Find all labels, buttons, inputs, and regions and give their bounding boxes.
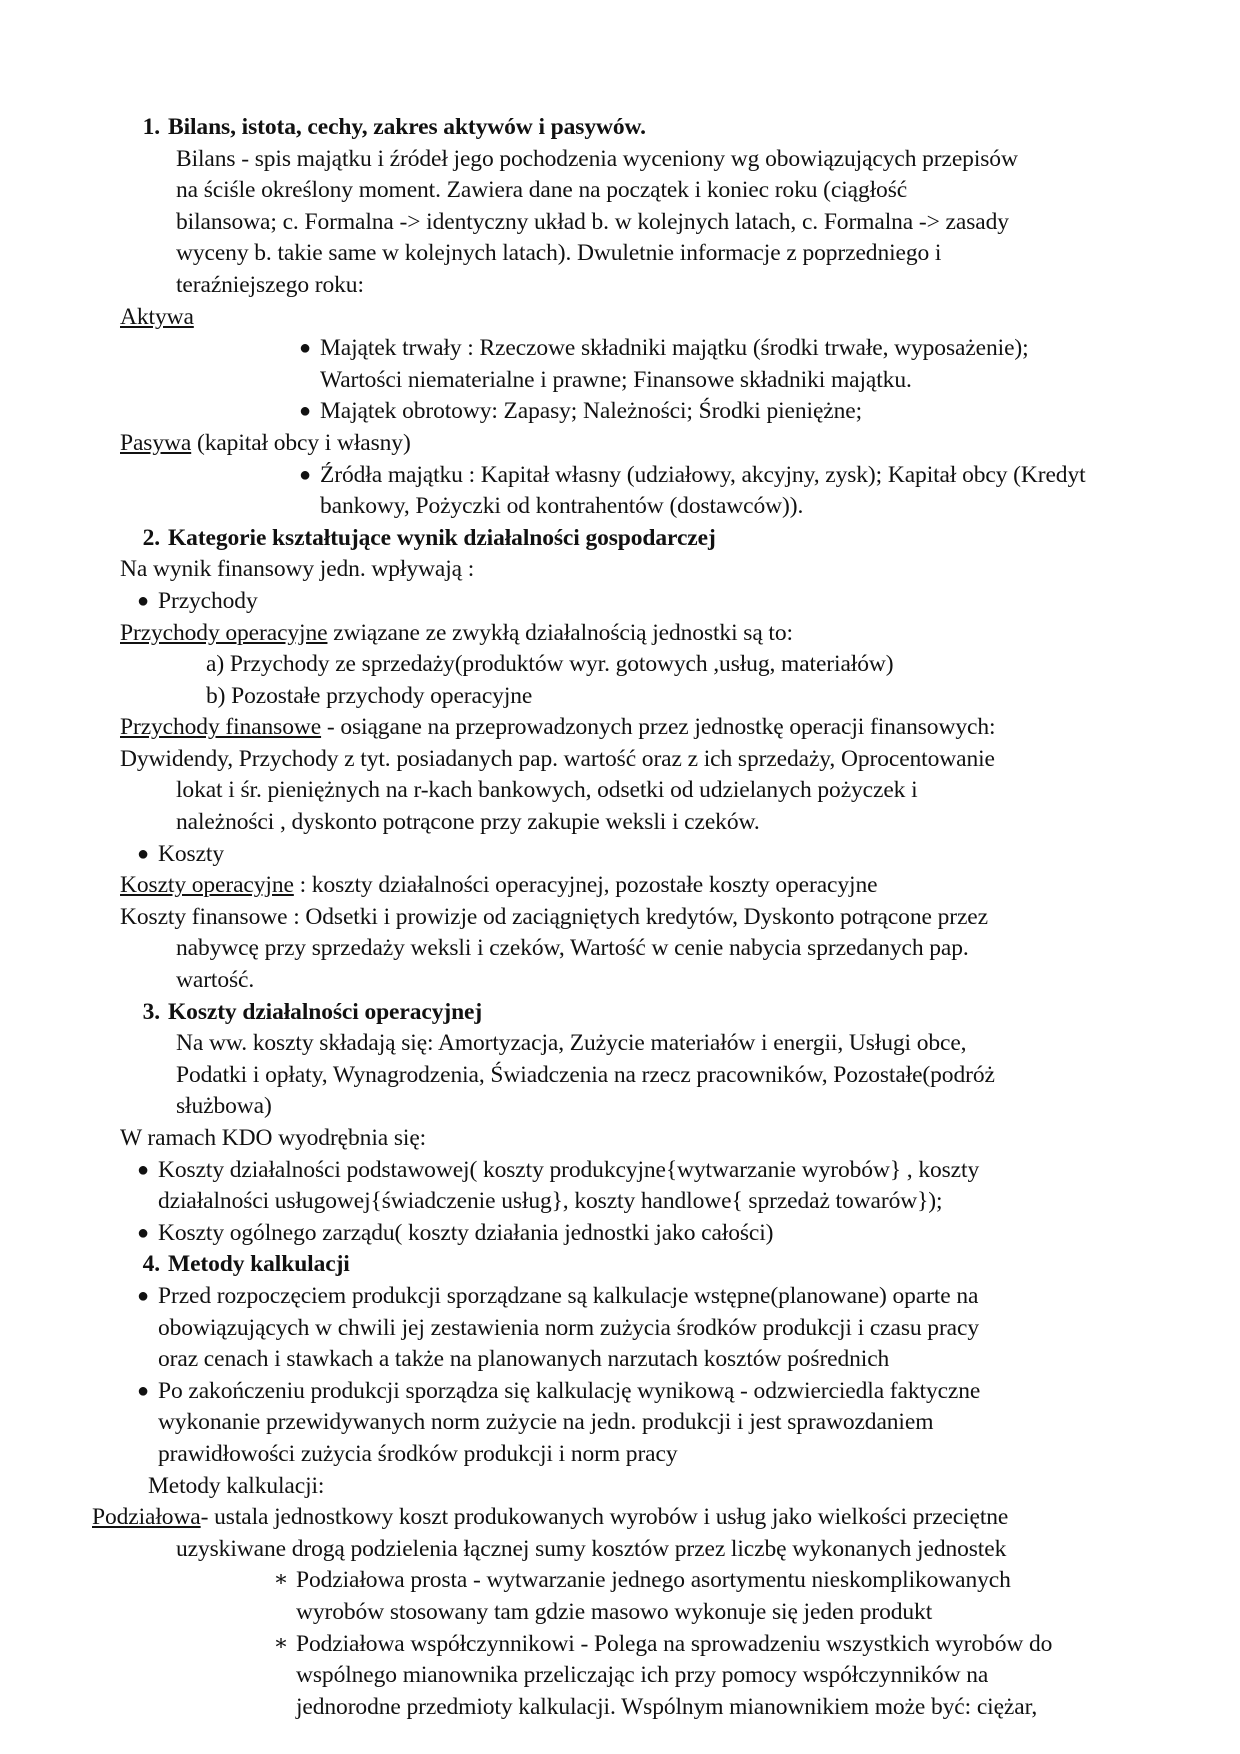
pasywa-label-rest: (kapitał obcy i własny)	[191, 429, 411, 456]
s4-star2-line-1: Podziałowa współczynnikowi - Polega na sprowadzeniu wszystkich wyrobów do	[296, 1630, 1053, 1657]
s3-line-1: Na ww. koszty składają się: Amortyzacja, Zużycie materiałów i energii, Usługi obce,	[176, 1030, 967, 1057]
section-4-heading	[138, 1249, 1120, 1281]
section-2-heading	[138, 523, 1120, 555]
s4-b2-line-3: prawidłowości zużycia środków produkcji i norm pracy	[158, 1440, 678, 1467]
bullet-icon: ●	[299, 400, 311, 423]
s2-item-a: a) Przychody ze sprzedaży(produktów wyr. gotowych ,usług, materiałów)	[206, 651, 894, 678]
bullet-icon: ●	[137, 1284, 149, 1307]
section-4-title: Metody kalkulacji	[168, 1251, 350, 1278]
document-body	[92, 112, 1120, 1723]
s4-star1-line-2: wyrobów stosowany tam gdzie masowo wykonuje się jeden produkt	[296, 1598, 933, 1625]
s2-fin-line-2: Dywidendy, Przychody z tyt. posiadanych pap. wartość oraz z ich sprzedaży, Oprocentowanie	[120, 745, 995, 772]
asterisk-icon: ∗	[273, 1629, 289, 1655]
s3-line-2: Podatki i opłaty, Wynagrodzenia, Świadczenia na rzecz pracowników, Pozostałe(podróż	[176, 1061, 995, 1088]
s2-bullet-przychody	[128, 586, 1120, 618]
s1-pasywa-b1-line-2: bankowy, Pożyczki od kontrahentów (dostawców)).	[320, 493, 804, 520]
s3-kdo-bullet-1	[128, 1155, 1120, 1218]
s1-aktywa-b1-line-1: Majątek trwały : Rzeczowe składniki majątku (środki trwałe, wyposażenie);	[320, 335, 1029, 362]
section-4-number: 4.	[142, 1251, 160, 1278]
s3-kdo-bullet-1-text	[158, 1155, 1120, 1218]
s1-pasywa-bullet-1	[290, 460, 1120, 523]
s1-aktywa-bullet-1-text	[320, 333, 1120, 396]
s2-koszty-finansowe-line-1: Koszty finansowe : Odsetki i prowizje od zaciągniętych kredytów, Dyskonto potrącone przez	[120, 903, 988, 930]
s3-kdo-bullet-2	[128, 1218, 1120, 1250]
s3-line-3: służbowa)	[176, 1093, 272, 1120]
aktywa-label: Aktywa	[120, 303, 194, 330]
koszty-operacyjne-rest: : koszty działalności operacyjnej, pozostałe koszty operacyjne	[293, 872, 878, 899]
s2-koszty-finansowe-line-3: wartość.	[176, 967, 255, 994]
podzialowa-label: Podziałowa	[92, 1504, 201, 1531]
s4-bullet-2-text	[158, 1376, 1120, 1471]
section-3-title: Koszty działalności operacyjnej	[168, 998, 483, 1025]
s1-pasywa-label-row	[120, 428, 1120, 460]
s1-bilans-line-2: na ściśle określony moment. Zawiera dane na początek i koniec roku (ciągłość	[176, 177, 908, 204]
s2-koszty-finansowe-line-2: nabywcę przy sprzedaży weksli i czeków, Wartość w cenie nabycia sprzedanych pap.	[176, 935, 969, 962]
s4-b2-line-1: Po zakończeniu produkcji sporządza się kalkulację wynikową - odzwierciedla faktyczne	[158, 1377, 981, 1404]
przychody-operacyjne-label: Przychody operacyjne	[120, 619, 328, 646]
s4-star2-line-3: jednorodne przedmioty kalkulacji. Wspólnym mianownikiem może być: ciężar,	[296, 1693, 1038, 1720]
przychody-operacyjne-rest: związane ze zwykłą działalnością jednostki są to:	[327, 619, 793, 646]
s1-pasywa-b1-line-1: Źródła majątku : Kapitał własny (udziałowy, akcyjny, zysk); Kapitał obcy (Kredyt	[320, 461, 1086, 488]
s4-podzialowa-line-2: uzyskiwane drogą podzielenia łącznej sumy kosztów przez liczbę wykonanych jednostek	[176, 1535, 1007, 1562]
s4-podzialowa-row	[92, 1502, 1120, 1534]
s4-star2-line-2: wspólnego mianownika przeliczając ich przy pomocy współczynników na	[296, 1662, 989, 1689]
s2-intro: Na wynik finansowy jedn. wpływają :	[120, 556, 475, 583]
s4-star-item-2-text	[296, 1629, 1120, 1724]
s1-aktywa-b1-line-2: Wartości niematerialne i prawne; Finansowe składniki majątku.	[320, 366, 912, 393]
s2-przychody-finansowe-row	[120, 712, 1120, 744]
section-1-title: Bilans, istota, cechy, zakres aktywów i pasywów.	[168, 114, 646, 140]
asterisk-icon: ∗	[273, 1566, 289, 1592]
s1-aktywa-label-row	[120, 302, 1120, 334]
przychody-finansowe-label: Przychody finansowe	[120, 714, 322, 741]
s3-kdo-b1-line-2: działalności usługowej{świadczenie usług}, koszty handlowe{ sprzedaż towarów});	[158, 1188, 943, 1215]
s1-pasywa-bullet-1-text	[320, 460, 1120, 523]
bullet-icon: ●	[137, 1158, 149, 1181]
section-1-number: 1.	[142, 114, 160, 140]
bullet-icon: ●	[299, 463, 311, 486]
s1-bilans-line-5: teraźniejszego roku:	[176, 271, 364, 298]
bullet-icon: ●	[137, 1379, 149, 1402]
s3-kdo-bullet-2-text: Koszty ogólnego zarządu( koszty działania jednostki jako całości)	[158, 1219, 774, 1246]
pasywa-label: Pasywa	[120, 429, 192, 456]
s2-bullet-koszty-text: Koszty	[158, 840, 224, 867]
s4-star-item-2	[266, 1629, 1120, 1724]
s4-metody-kalkulacji-label: Metody kalkulacji:	[148, 1472, 325, 1499]
section-3-heading	[138, 997, 1120, 1029]
s4-bullet-1-text	[158, 1281, 1120, 1376]
s4-bullet-1	[128, 1281, 1120, 1376]
bullet-icon: ●	[137, 1221, 149, 1244]
s4-b1-line-1: Przed rozpoczęciem produkcji sporządzane są kalkulacje wstępne(planowane) oparte na	[158, 1282, 979, 1309]
przychody-finansowe-rest: - osiągane na przeprowadzonych przez jednostkę operacji finansowych:	[321, 714, 996, 741]
section-3-number: 3.	[142, 998, 160, 1025]
s1-aktywa-bullet-2-text: Majątek obrotowy: Zapasy; Należności; Środki pieniężne;	[320, 398, 863, 425]
s1-bilans-line-3: bilansowa; c. Formalna -> identyczny układ b. w kolejnych latach, c. Formalna -> zasady	[176, 208, 1009, 235]
s3-kdo-intro: W ramach KDO wyodrębnia się:	[120, 1125, 427, 1151]
section-2-number: 2.	[142, 524, 160, 551]
s2-koszty-operacyjne-row	[120, 870, 1120, 902]
s1-aktywa-bullet-2	[290, 396, 1120, 428]
section-2-title: Kategorie kształtujące wynik działalności gospodarczej	[168, 524, 716, 551]
s4-star-item-1	[266, 1565, 1120, 1628]
s2-fin-line-4: należności , dyskonto potrącone przy zakupie weksli i czeków.	[176, 809, 760, 836]
s1-bilans-line-1: Bilans - spis majątku i źródeł jego pochodzenia wyceniony wg obowiązujących przepisów	[176, 145, 1018, 172]
s1-aktywa-bullet-1	[290, 333, 1120, 396]
s2-item-b: b) Pozostałe przychody operacyjne	[206, 682, 533, 709]
podzialowa-rest: - ustala jednostkowy koszt produkowanych wyrobów i usług jako wielkości przeciętne	[200, 1504, 1009, 1531]
s3-kdo-b1-line-1: Koszty działalności podstawowej( koszty produkcyjne{wytwarzanie wyrobów} , koszty	[158, 1156, 980, 1183]
bullet-icon: ●	[137, 842, 149, 865]
s4-b1-line-2: obowiązujących w chwili jej zestawienia norm zużycia środków produkcji i czasu pracy	[158, 1314, 979, 1341]
s4-bullet-2	[128, 1376, 1120, 1471]
section-1-heading	[138, 112, 1120, 144]
koszty-operacyjne-label: Koszty operacyjne	[120, 872, 294, 899]
bullet-icon: ●	[299, 337, 311, 360]
s1-bilans-line-4: wyceny b. takie same w kolejnych latach). Dwuletnie informacje z poprzedniego i	[176, 240, 942, 267]
s4-b2-line-2: wykonanie przewidywanych norm zużycie na jedn. produkcji i jest sprawozdaniem	[158, 1409, 934, 1436]
s4-star-item-1-text	[296, 1565, 1120, 1628]
s4-b1-line-3: oraz cenach i stawkach a także na planowanych narzutach kosztów pośrednich	[158, 1346, 890, 1373]
s4-star1-line-1: Podziałowa prosta - wytwarzanie jednego asortymentu nieskomplikowanych	[296, 1567, 1011, 1594]
s2-bullet-koszty	[128, 839, 1120, 871]
s2-przychody-operacyjne-row	[120, 618, 1120, 650]
s2-fin-line-3: lokat i śr. pieniężnych na r-kach bankowych, odsetki od udzielanych pożyczek i	[176, 777, 918, 804]
bullet-icon: ●	[137, 589, 149, 612]
s2-bullet-przychody-text: Przychody	[158, 587, 258, 614]
